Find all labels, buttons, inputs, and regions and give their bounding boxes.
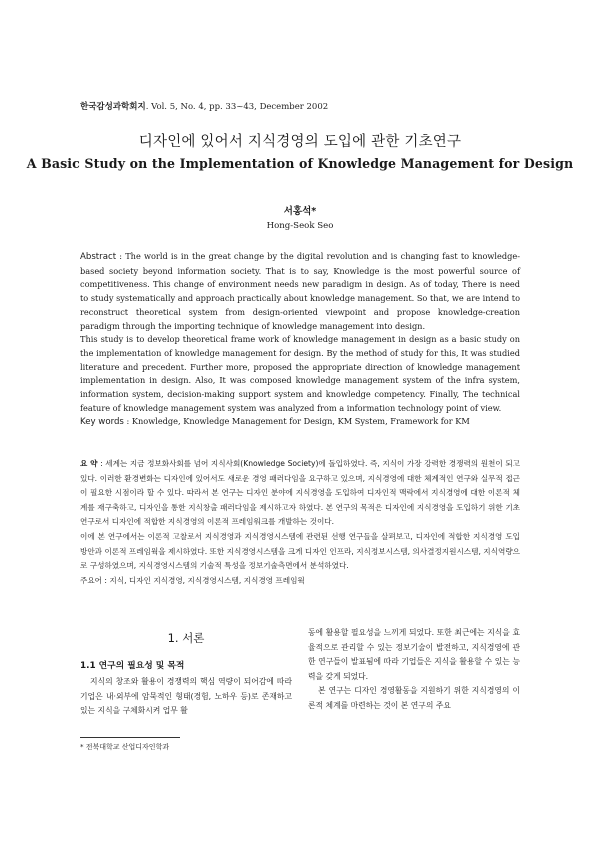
korean-keywords-label: 주요어 [80, 575, 103, 585]
abstract-text-1: : The world is in the great change by the digital revolution and is changing fast to knowledge-based society beyond information society. That is to say, Knowledge is the most powerful source of competitiveness. This change of environment needs new paradigm in design. As of today, There is need to study systematically and approach practically about knowledge management. So that, we are intend to reconstruct theoretical system from design-oriented viewpoint and propose knowledge-creation paradigm through the importing technique of knowledge management into design. [80, 251, 520, 331]
abstract-paragraph-1 [80, 250, 520, 333]
author-english: Hong-Seok Seo [266, 221, 334, 231]
journal-info: . Vol. 5, No. 4, pp. 33~43, December 2002 [145, 102, 329, 112]
korean-abstract-paragraph-1 [80, 457, 520, 530]
abstract-label: Abstract [80, 252, 117, 262]
journal-header [80, 100, 328, 112]
body-column-right [308, 626, 520, 714]
right-paragraph-2: 본 연구는 디자인 경영활동을 지원하기 위한 지식경영의 이론적 체계를 마련하는 것이 본 연구의 주요 [308, 686, 520, 710]
english-abstract [80, 250, 520, 430]
korean-abstract-paragraph-2: 이에 본 연구에서는 이론적 고찰로서 지식경영과 지식경영시스템에 관련된 선행 연구들을 살펴보고, 디자인에 적합한 지식경영 도입 방안과 이론적 프레임웍을 제시하였다. 또한 지식경영시스템을 크게 디자인 인프라, 지식정보시스템, 의사결정지원시스템, 지식역량으로 구성하였으며, 지식경영시스템의 기술적 특성을 정보기술측면에서 분석하였다. [80, 531, 520, 571]
title-korean: 디자인에 있어서 지식경영의 도입에 관한 기초연구 [138, 134, 462, 150]
footnote-divider [80, 737, 180, 738]
body-column-left [80, 626, 292, 719]
korean-keywords-line [80, 574, 520, 589]
korean-abstract-text-1: : 세계는 지금 정보화사회를 넘어 지식사회(Knowledge Society)에 돌입하였다. 즉, 지식이 가장 강력한 경쟁력의 원천이 되고 있다. 이러한 환경변화는 디자인에 있어서도 새로운 경영 패러다임을 요구하고 있으며, 지식경영에 대한 체계적인 연구와 실무적 접근이 필요한 시점이라 할 수 있다. 따라서 본 연구는 디자인 분야에 지식경영을 도입하여 디자인적 맥락에서 지식경영에 대한 이론적 체계를 재구축하고, 디자인을 통한 지식창출 패러다임을 제시하고자 하였다. 본 연구의 목적은 디자인에 지식경영을 도입하기 위한 기초 연구로서 디자인에 적합한 지식경영의 이론적 프레임워크를 개발하는 것이다. [80, 459, 520, 527]
keywords-text: : Knowledge, Knowledge Management for Design, KM System, Framework for KM [123, 416, 470, 427]
subsection-title: 1.1 연구의 필요성 및 목적 [80, 661, 185, 671]
right-paragraph-1: 동에 활용할 필요성을 느끼게 되었다. 또한 최근에는 지식을 효율적으로 관리할 수 있는 정보기술이 발전하고, 지식경영에 관한 연구들이 발표됨에 따라 기업들은 지식을 활용할 수 있는 능력을 갖게 되었다. [308, 628, 520, 681]
title-english: A Basic Study on the Implementation of Knowledge Management for Design [26, 156, 574, 171]
korean-abstract-label: 요 약 [80, 459, 98, 468]
korean-abstract [80, 457, 520, 588]
keywords-label: Key words [80, 417, 124, 428]
footnote: * 전북대학교 산업디자인학과 [80, 743, 170, 751]
abstract-paragraph-2: This study is to develop theoretical frame work of knowledge management in design as a basic study on the implementation of knowledge management for design. By the method of study for this, It was studied literature and precedent. Further more, proposed the appropriate direction of knowledge management implementation in design. Also, It was composed knowledge management system of the infra system, information system, decision-making support system and knowledge competency. Finally, The technical feature of knowledge management system was analyzed from a information technology point of view. [80, 334, 520, 413]
korean-keywords-text: : 지식, 디자인 지식경영, 지식경영시스템, 지식경영 프레임웍 [102, 575, 305, 585]
author-korean: 서홍석* [283, 206, 317, 217]
left-paragraph: 지식의 창조와 활용이 경쟁력의 핵심 역량이 되어감에 따라 기업은 내·외부에 암묵적인 형태(경험, 노하우 등)로 존재하고 있는 지식을 구체화시켜 업무 활 [80, 677, 292, 716]
keywords-line [80, 415, 520, 430]
journal-name: 한국감성과학회지 [80, 102, 146, 112]
section-title: 1. 서론 [167, 631, 205, 645]
